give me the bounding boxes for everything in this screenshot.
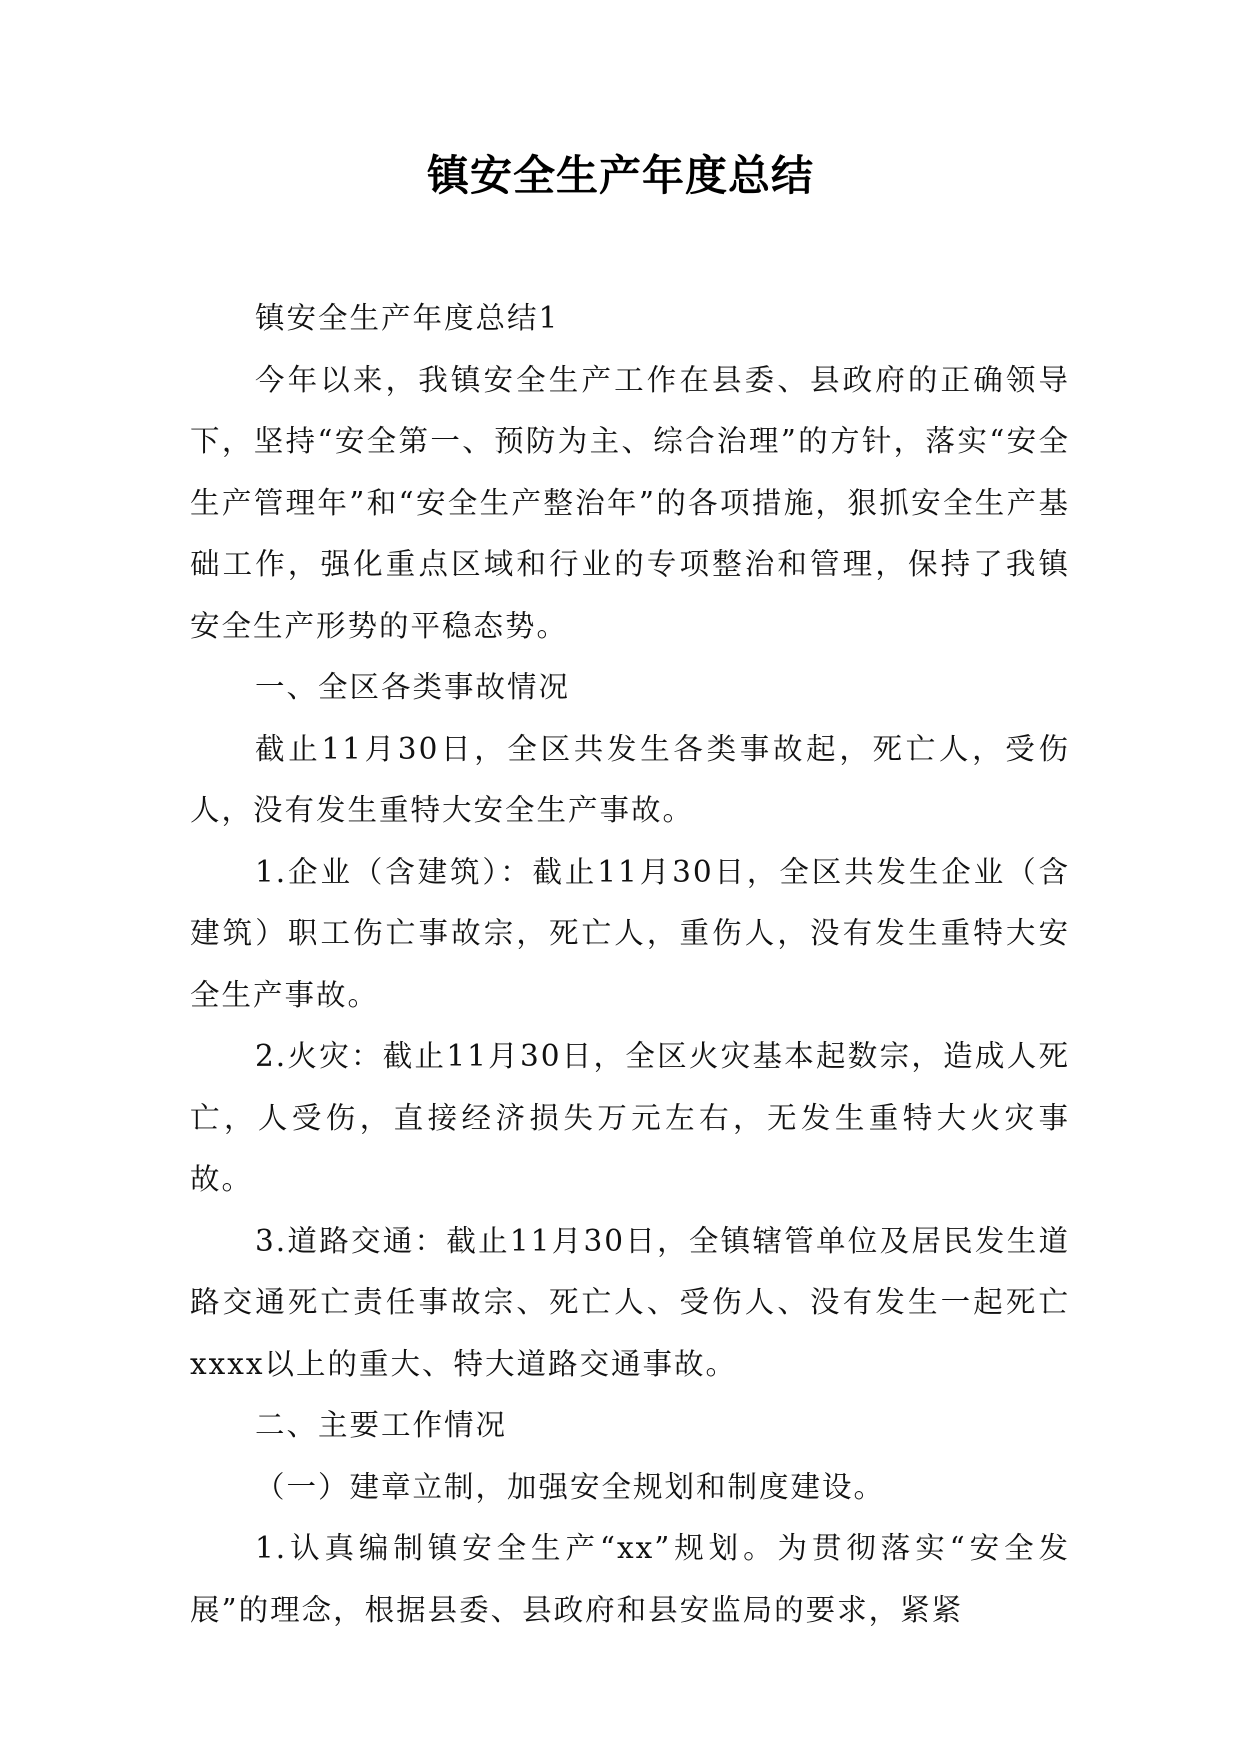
enterprise-accidents-paragraph: 1.企业（含建筑）：截止11月30日，全区共发生企业（含建筑）职工伤亡事故宗，死亡人，重伤人，没有发生重特大安全生产事故。 bbox=[190, 854, 1070, 1012]
document-body bbox=[190, 288, 1070, 1641]
section-heading-main-work: 二、主要工作情况 bbox=[255, 1408, 508, 1442]
fire-accidents-paragraph: 2.火灾：截止11月30日，全区火灾基本起数宗，造成人死亡，人受伤，直接经济损失万元左右，无发生重特大火灾事故。 bbox=[190, 1039, 1070, 1196]
accidents-summary-paragraph: 截止11月30日，全区共发生各类事故起，死亡人，受伤人，没有发生重特大安全生产事故。 bbox=[190, 731, 1070, 827]
document-title: 镇安全生产年度总结 bbox=[426, 151, 814, 200]
section-heading-accidents: 一、全区各类事故情况 bbox=[255, 670, 571, 704]
subtitle-paragraph: 镇安全生产年度总结1 bbox=[255, 301, 560, 335]
intro-paragraph: 今年以来，我镇安全生产工作在县委、县政府的正确领导下，坚持“安全第一、预防为主、综合治理”的方针，落实“安全生产管理年”和“安全生产整治年”的各项措施，狠抓安全生产基础工作，强化重点区域和行业的专项整治和管理，保持了我镇安全生产形势的平稳态势。 bbox=[190, 362, 1070, 643]
traffic-accidents-paragraph: 3.道路交通：截止11月30日，全镇辖管单位及居民发生道路交通死亡责任事故宗、死亡人、受伤人、没有发生一起死亡xxxx以上的重大、特大道路交通事故。 bbox=[190, 1223, 1070, 1381]
subsection-heading-regulations: （一）建章立制，加强安全规划和制度建设。 bbox=[255, 1469, 886, 1504]
planning-paragraph: 1.认真编制镇安全生产“xx”规划。为贯彻落实“安全发展”的理念，根据县委、县政府和县安监局的要求，紧紧 bbox=[190, 1531, 1070, 1627]
